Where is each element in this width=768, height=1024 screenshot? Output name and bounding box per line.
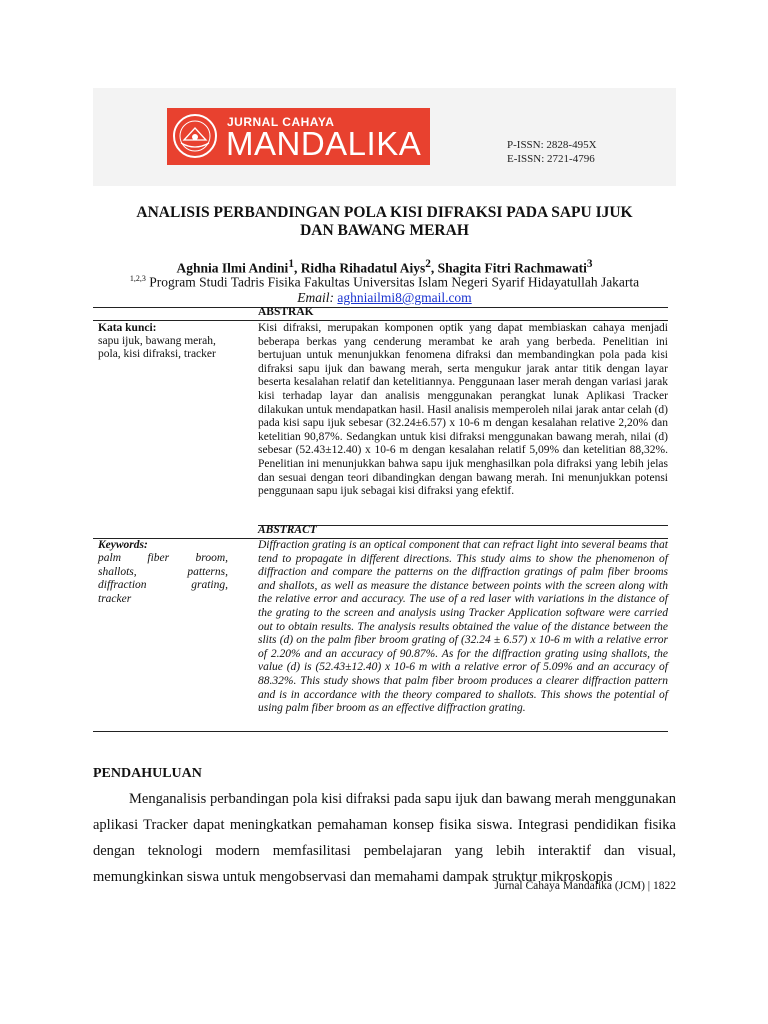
- author-1-sup: 1: [288, 258, 294, 270]
- abstrak-heading: ABSTRAK: [258, 306, 314, 318]
- affiliation-sup: 1,2,3: [129, 274, 146, 283]
- keywords-cell: [98, 539, 228, 606]
- paper-title: [93, 204, 676, 240]
- affiliation-text: Program Studi Tadris Fisika Fakultas Universitas Islam Negeri Syarif Hidayatullah Jakarta: [145, 274, 640, 290]
- email-line: [93, 290, 676, 306]
- journal-name-large: MANDALIKA: [226, 125, 422, 162]
- keywords-line-3: diffraction grating,: [98, 579, 228, 592]
- kata-kunci-line-1: sapu ijuk, bawang merah,: [98, 335, 216, 347]
- title-line-2: DAN BAWANG MERAH: [300, 222, 469, 239]
- e-issn: E-ISSN: 2721-4796: [507, 153, 595, 165]
- table-rule: [93, 320, 668, 321]
- author-2: , Ridha Rihadatul Aiys: [293, 260, 426, 276]
- journal-emblem-icon: [172, 113, 218, 159]
- keywords-line-1: palm fiber broom,: [98, 552, 228, 565]
- abstrak-text: Kisi difraksi, merupakan komponen optik yang dapat membiaskan cahaya menjadi beberapa berkas yang cenderung merambat ke arah yang berbeda. Penelitian ini bertujuan untuk menunjukkan fenomena difraksi dan membandingkan pola pada kisi difraksi sapu ijuk dan bawang merah, serta mengukur jarak antar titik dengan layar beserta kesalahan relatif dan ketelitiannya. Penggunaan laser merah dengan variasi jarak kisi terhadap layar dan analisis menggunakan perangkat lunak Aplikasi Tracker dilakukan untuk mendapatkan hasil. Hasil analisis memperoleh nilai jarak antar celah (d) pada kisi sapu ijuk sebesar (32.24±6.57) x 10-6 m dengan kesalahan relative 2,20% dan ketelitian 90,87%. Sedangkan untuk kisi difraksi menggunakan bawang merah, nilai (d) sebesar (52.43±12.40) x 10-6 m dengan kesalahan relatif 5,09% dan ketelitian 88,32%. Penelitian ini menunjukkan bahwa sapu ijuk menghasilkan pola difraksi yang lebih jelas dan sesuai dengan teori dibandingkan dengan bawang merah. Ini menunjukkan potensi penggunaan sapu ijuk sebagai kisi difraksi yang efektif.: [258, 322, 668, 498]
- title-line-1: ANALISIS PERBANDINGAN POLA KISI DIFRAKSI PADA SAPU IJUK: [136, 204, 633, 221]
- email-label: Email:: [297, 290, 338, 305]
- table-rule: [258, 525, 668, 526]
- affiliation: [93, 274, 676, 291]
- kata-kunci-cell: [98, 322, 248, 361]
- body-paragraph: Menganalisis perbandingan pola kisi difraksi pada sapu ijuk dan bawang merah menggunakan aplikasi Tracker dapat meningkatkan pemahaman konsep fisika siswa. Integrasi pendidikan fisika dengan teknologi modern memfasilitasi pembelajaran yang lebih interaktif dan visual, memungkinkan siswa untuk mengobservasi dan memahami dampak struktur mikroskopis: [93, 791, 676, 885]
- issn-block: [507, 138, 597, 166]
- journal-name-small: JURNAL CAHAYA: [227, 115, 335, 129]
- section-title: PENDAHULUAN: [93, 766, 202, 781]
- email-link[interactable]: aghniailmi8@gmail.com: [337, 290, 472, 305]
- kata-kunci-line-2: pola, kisi difraksi, tracker: [98, 348, 216, 360]
- keywords-line-4: tracker: [98, 592, 132, 605]
- kata-kunci-label: Kata kunci:: [98, 322, 157, 334]
- keywords-label: Keywords:: [98, 539, 148, 551]
- p-issn: P-ISSN: 2828-495X: [507, 139, 597, 151]
- author-2-sup: 2: [425, 258, 431, 270]
- abstract-text: Diffraction grating is an optical component that can refract light into several beams that tend to propagate in different directions. This study aims to show the phenomenon of diffraction and compare the patterns on the diffraction gratings of palm fiber brooms and shallots, as well as measure the distance between points with the screen along with the relative error and accuracy. The use of a red laser with variations in the distance of the grating to the screen and analysis using Tracker Application software were carried out to obtain results. The analysis results obtained the value of the distance between the slits (d) on the palm fiber broom grating of (32.24 ± 6.57) x 10-6 m with a relative error of 2.20% and an accuracy of 90.87%. As for the diffraction grating using shallots, the value (d) is (52.43±12.40) x 10-6 m with a relative error of 5.09% and an accuracy of 88.32%. This study shows that palm fiber broom produces a clearer diffraction pattern and is in accordance with the theory compared to shallots. This shows the potential of using palm fiber broom as an effective diffraction grating.: [258, 539, 668, 715]
- author-3-sup: 3: [586, 258, 593, 270]
- keywords-line-2: shallots, patterns,: [98, 565, 228, 578]
- author-1: Aghnia Ilmi Andini: [176, 260, 289, 276]
- author-3: , Shagita Fitri Rachmawati: [430, 260, 587, 276]
- table-rule-top: [93, 307, 668, 308]
- table-rule-bottom: [93, 731, 668, 732]
- page-footer: Jurnal Cahaya Mandalika (JCM) | 1822: [494, 880, 676, 892]
- abstract-heading: ABSTRACT: [258, 524, 317, 536]
- body-text: [93, 786, 676, 890]
